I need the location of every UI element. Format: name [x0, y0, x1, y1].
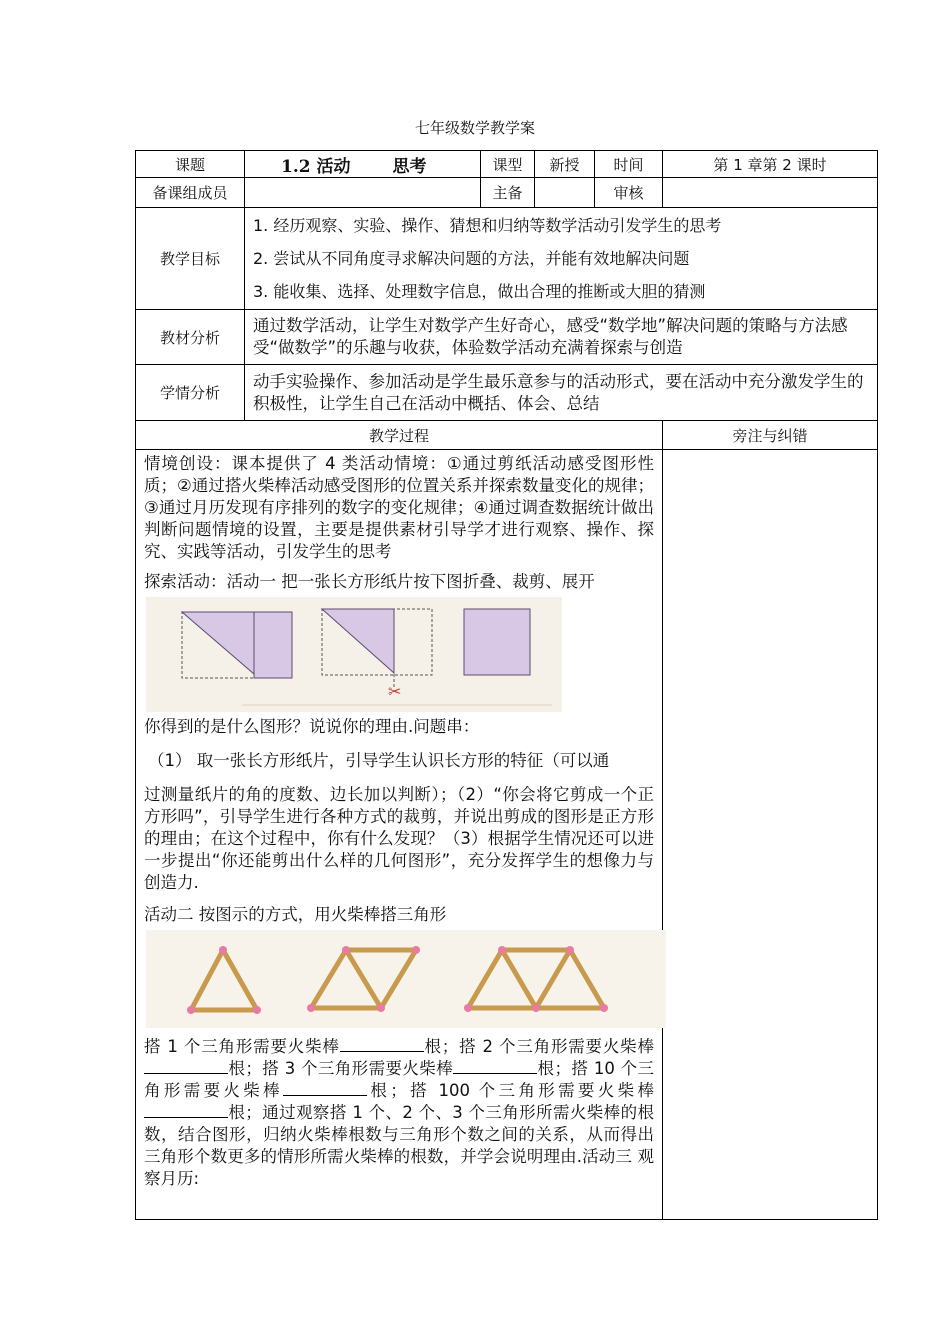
- goal-item: 1. 经历观察、实验、操作、猜想和归纳等数学活动引发学生的思考: [253, 216, 722, 235]
- students-cell: [245, 365, 878, 421]
- lead-value: [535, 178, 595, 208]
- process-cell: [136, 450, 663, 1220]
- goals-cell: [245, 208, 878, 310]
- activity1-heading: 探索活动：活动一 把一张长方形纸片按下图折叠、裁剪、展开: [144, 572, 595, 591]
- materials-text: 通过数学活动，让学生对数学产生好奇心，感受“数学地”解决问题的策略与方法感受“做数学”的乐趣与收获，体验数学活动充满着探索与创造: [253, 316, 848, 357]
- type-label: 课型: [481, 151, 535, 178]
- lesson-plan-table: [135, 150, 878, 1220]
- materials-cell: [245, 310, 878, 365]
- materials-label: 教材分析: [136, 310, 245, 365]
- intro-paragraph: 情境创设：课本提供了 4 类活动情境：①通过剪纸活动感受图形性质；②通过搭火柴棒活动感受图形的位置关系并探索数量变化的规律；③通过月历发现有序排列的数字的变化规律；④通过调查数据统计做出判断问题情境的设置，主要是提供素材引导学才进行观察、操作、探究、实践等活动，引发学生的思考: [144, 454, 654, 561]
- students-label: 学情分析: [136, 365, 245, 421]
- members-label: 备课组成员: [136, 178, 245, 208]
- question-list: 过测量纸片的角的度数、边长加以判断）；（2）“你会将它剪成一个正方形吗”，引导学生进行各种方式的裁剪，并说出剪成的图形是正方形的理由；在这个过程中，你有什么发现？（3）根据学生情况还可以进一步提出“你还能剪出什么样的几何图形”，充分发挥学生的想像力与创造力.: [144, 785, 654, 892]
- lesson-title: 1.2 活动 思考: [245, 151, 481, 178]
- activity2-heading: 活动二 按图示的方式，用火柴棒搭三角形: [144, 905, 447, 924]
- matchstick-figure: [146, 930, 666, 1028]
- notes-header: 旁注与纠错: [663, 421, 878, 450]
- time-value: 第 1 章第 2 课时: [663, 151, 878, 178]
- document-title: 七年级数学教学案: [414, 119, 535, 137]
- time-label: 时间: [595, 151, 663, 178]
- review-value: [663, 178, 878, 208]
- topic-label: 课题: [136, 151, 245, 178]
- question-1: （1） 取一张长方形纸片，引导学生认识长方形的特征（可以通: [148, 751, 610, 770]
- goal-item: 3. 能收集、选择、处理数字信息，做出合理的推断或大胆的猜测: [253, 282, 706, 301]
- notes-cell: [663, 450, 878, 1220]
- type-value: 新授: [535, 151, 595, 178]
- lead-label: 主备: [481, 178, 535, 208]
- scissors-icon: ✂: [388, 682, 402, 701]
- question-line: 你得到的是什么图形？说说你的理由.问题串：: [144, 717, 480, 736]
- members-value: [245, 178, 481, 208]
- goal-item: 2. 尝试从不同角度寻求解决问题的方法，并能有效地解决问题: [253, 249, 690, 268]
- process-header: 教学过程: [136, 421, 663, 450]
- matchstick-questions: 搭 1 个三角形需要火柴棒 根；搭 2 个三角形需要火柴棒根；搭 3 个三角形需要火柴棒 根；搭 10 个三角形需要火柴棒 根；搭 100 个三角形需要火柴棒根；通过观察搭 1 个、2 个、3 个三角形所需火柴棒的根数，结合图形，归纳火柴棒根数与三角形个数之间的关系，从而得出三角形个数更多的情形所需火柴棒的根数，并学会说明理由.活动三 观察月历:: [144, 1037, 655, 1188]
- goals-label: 教学目标: [136, 208, 245, 310]
- review-label: 审核: [595, 178, 663, 208]
- students-text: 动手实验操作、参加活动是学生最乐意参与的活动形式，要在活动中充分激发学生的积极性，让学生自己在活动中概括、体会、总结: [253, 371, 864, 413]
- paper-folding-figure: [146, 597, 562, 712]
